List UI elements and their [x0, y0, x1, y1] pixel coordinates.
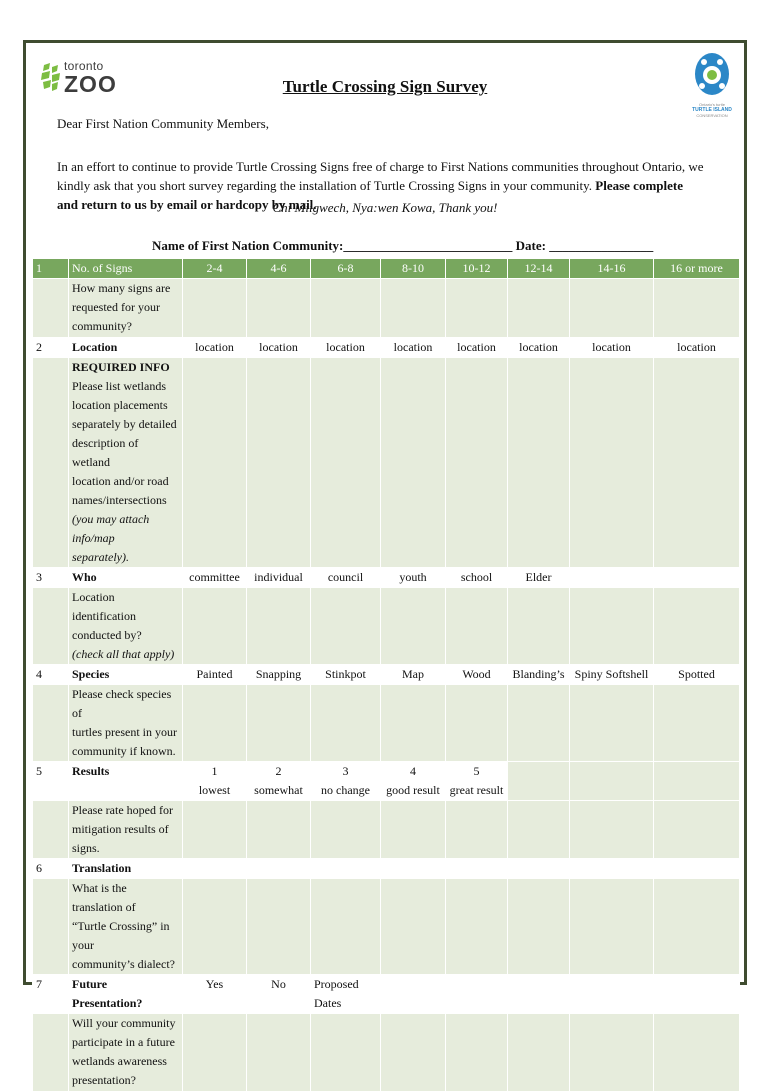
option-cell[interactable]: youth: [381, 568, 446, 588]
option-cell[interactable]: Snapping: [247, 665, 311, 685]
option-cell[interactable]: location: [381, 338, 446, 358]
option-cell[interactable]: location: [311, 338, 381, 358]
option-cell[interactable]: Elder: [508, 568, 570, 588]
table-row: [33, 338, 740, 358]
survey-form: [23, 40, 747, 1087]
option-proposed-dates[interactable]: Proposed Dates: [311, 975, 381, 1014]
logo-right-line3: CONSERVATION: [696, 113, 728, 118]
row-label: Who: [69, 568, 183, 588]
row-number: 3: [33, 568, 69, 588]
option-cell[interactable]: 12-14: [508, 259, 570, 279]
community-name-field[interactable]: Name of First Nation Community:__________________________: [152, 238, 513, 253]
table-row: [33, 762, 740, 801]
row-description: What is the translation of “Turtle Crossing” in your community’s dialect?: [69, 879, 183, 975]
rating-option-3[interactable]: 3 no change: [311, 762, 381, 801]
rating-option-1[interactable]: 1 lowest: [183, 762, 247, 801]
option-cell[interactable]: Map: [381, 665, 446, 685]
row-number: 7: [33, 975, 69, 1014]
row-number: 4: [33, 665, 69, 685]
table-row: [33, 588, 740, 665]
table-row: [33, 568, 740, 588]
option-cell[interactable]: Blanding’s: [508, 665, 570, 685]
row-number: 5: [33, 762, 69, 801]
row-description: Please rate hoped for mitigation results of signs.: [69, 801, 183, 859]
row-label: Translation: [69, 859, 183, 879]
option-cell[interactable]: individual: [247, 568, 311, 588]
table-row: [33, 1014, 740, 1092]
row-description: REQUIRED INFO Please list wetlands location placements separately by detailed description of wetland location and/or road names/intersections (you may attach info/map separately).: [69, 358, 183, 568]
option-cell[interactable]: 14-16: [570, 259, 654, 279]
row-description: Location identification conducted by? (check all that apply): [69, 588, 183, 665]
option-cell[interactable]: committee: [183, 568, 247, 588]
option-cell[interactable]: [570, 568, 654, 588]
row-label: Species: [69, 665, 183, 685]
row-label: Location: [69, 338, 183, 358]
option-cell[interactable]: school: [446, 568, 508, 588]
page-title: Turtle Crossing Sign Survey: [282, 77, 488, 96]
rating-option-2[interactable]: 2 somewhat: [247, 762, 311, 801]
table-row: [33, 279, 740, 338]
community-date-line: [152, 238, 653, 254]
logo-right-line2: TURTLE ISLAND: [692, 107, 732, 113]
logo-zoo-text: ZOO: [64, 71, 117, 97]
option-cell[interactable]: 10-12: [446, 259, 508, 279]
row-label: Results: [69, 762, 183, 801]
table-row: [33, 801, 740, 859]
table-row: [33, 859, 740, 879]
option-cell[interactable]: 6-8: [311, 259, 381, 279]
logo-toronto-text: toronto: [64, 59, 104, 73]
option-cell[interactable]: Wood: [446, 665, 508, 685]
row-number: 6: [33, 859, 69, 879]
row-label: No. of Signs: [69, 259, 183, 279]
logo-right-line1: Ontario's turtle: [699, 102, 725, 107]
option-cell[interactable]: Stinkpot: [311, 665, 381, 685]
row-description: How many signs are requested for your community?: [69, 279, 183, 338]
table-row: [33, 975, 740, 1014]
salutation: Dear First Nation Community Members,: [57, 116, 269, 131]
option-no[interactable]: No: [247, 975, 311, 1014]
option-yes[interactable]: Yes: [183, 975, 247, 1014]
option-cell[interactable]: location: [654, 338, 740, 358]
row-number: 1: [33, 259, 69, 279]
option-cell[interactable]: location: [446, 338, 508, 358]
table-row: [33, 879, 740, 975]
option-cell[interactable]: Spotted: [654, 665, 740, 685]
table-row: [33, 358, 740, 568]
option-cell[interactable]: [654, 568, 740, 588]
thank-you-line: Chi Miigwech, Nya:wen Kowa, Thank you!: [272, 200, 498, 215]
table-row: [33, 665, 740, 685]
intro-text: In an effort to continue to provide Turtle Crossing Signs free of charge to First Nations communities throughout Ontario, we kindly ask that you short survey regarding the installation of Turtle Crossing Signs in your community.: [57, 159, 704, 193]
table-row: [33, 259, 740, 279]
row-number: 2: [33, 338, 69, 358]
option-cell[interactable]: 2-4: [183, 259, 247, 279]
option-cell[interactable]: location: [183, 338, 247, 358]
date-field[interactable]: Date: ________________: [515, 238, 654, 253]
survey-table: [32, 258, 740, 1092]
option-cell[interactable]: 4-6: [247, 259, 311, 279]
option-cell[interactable]: location: [570, 338, 654, 358]
row-description: Will your community participate in a future wetlands awareness presentation?: [69, 1014, 183, 1092]
option-cell[interactable]: council: [311, 568, 381, 588]
intro-instruction: Please complete and return to us by email or hardcopy by mail.: [57, 178, 683, 212]
option-cell[interactable]: 16 or more: [654, 259, 740, 279]
option-cell[interactable]: Spiny Softshell: [570, 665, 654, 685]
row-description: Please check species of turtles present in your community if known.: [69, 685, 183, 762]
rating-option-4[interactable]: 4 good result: [381, 762, 446, 801]
option-cell[interactable]: location: [247, 338, 311, 358]
rating-option-5[interactable]: 5 great result: [446, 762, 508, 801]
row-label: Future Presentation?: [69, 975, 183, 1014]
table-row: [33, 685, 740, 762]
option-cell[interactable]: Painted: [183, 665, 247, 685]
option-cell[interactable]: location: [508, 338, 570, 358]
option-cell[interactable]: 8-10: [381, 259, 446, 279]
